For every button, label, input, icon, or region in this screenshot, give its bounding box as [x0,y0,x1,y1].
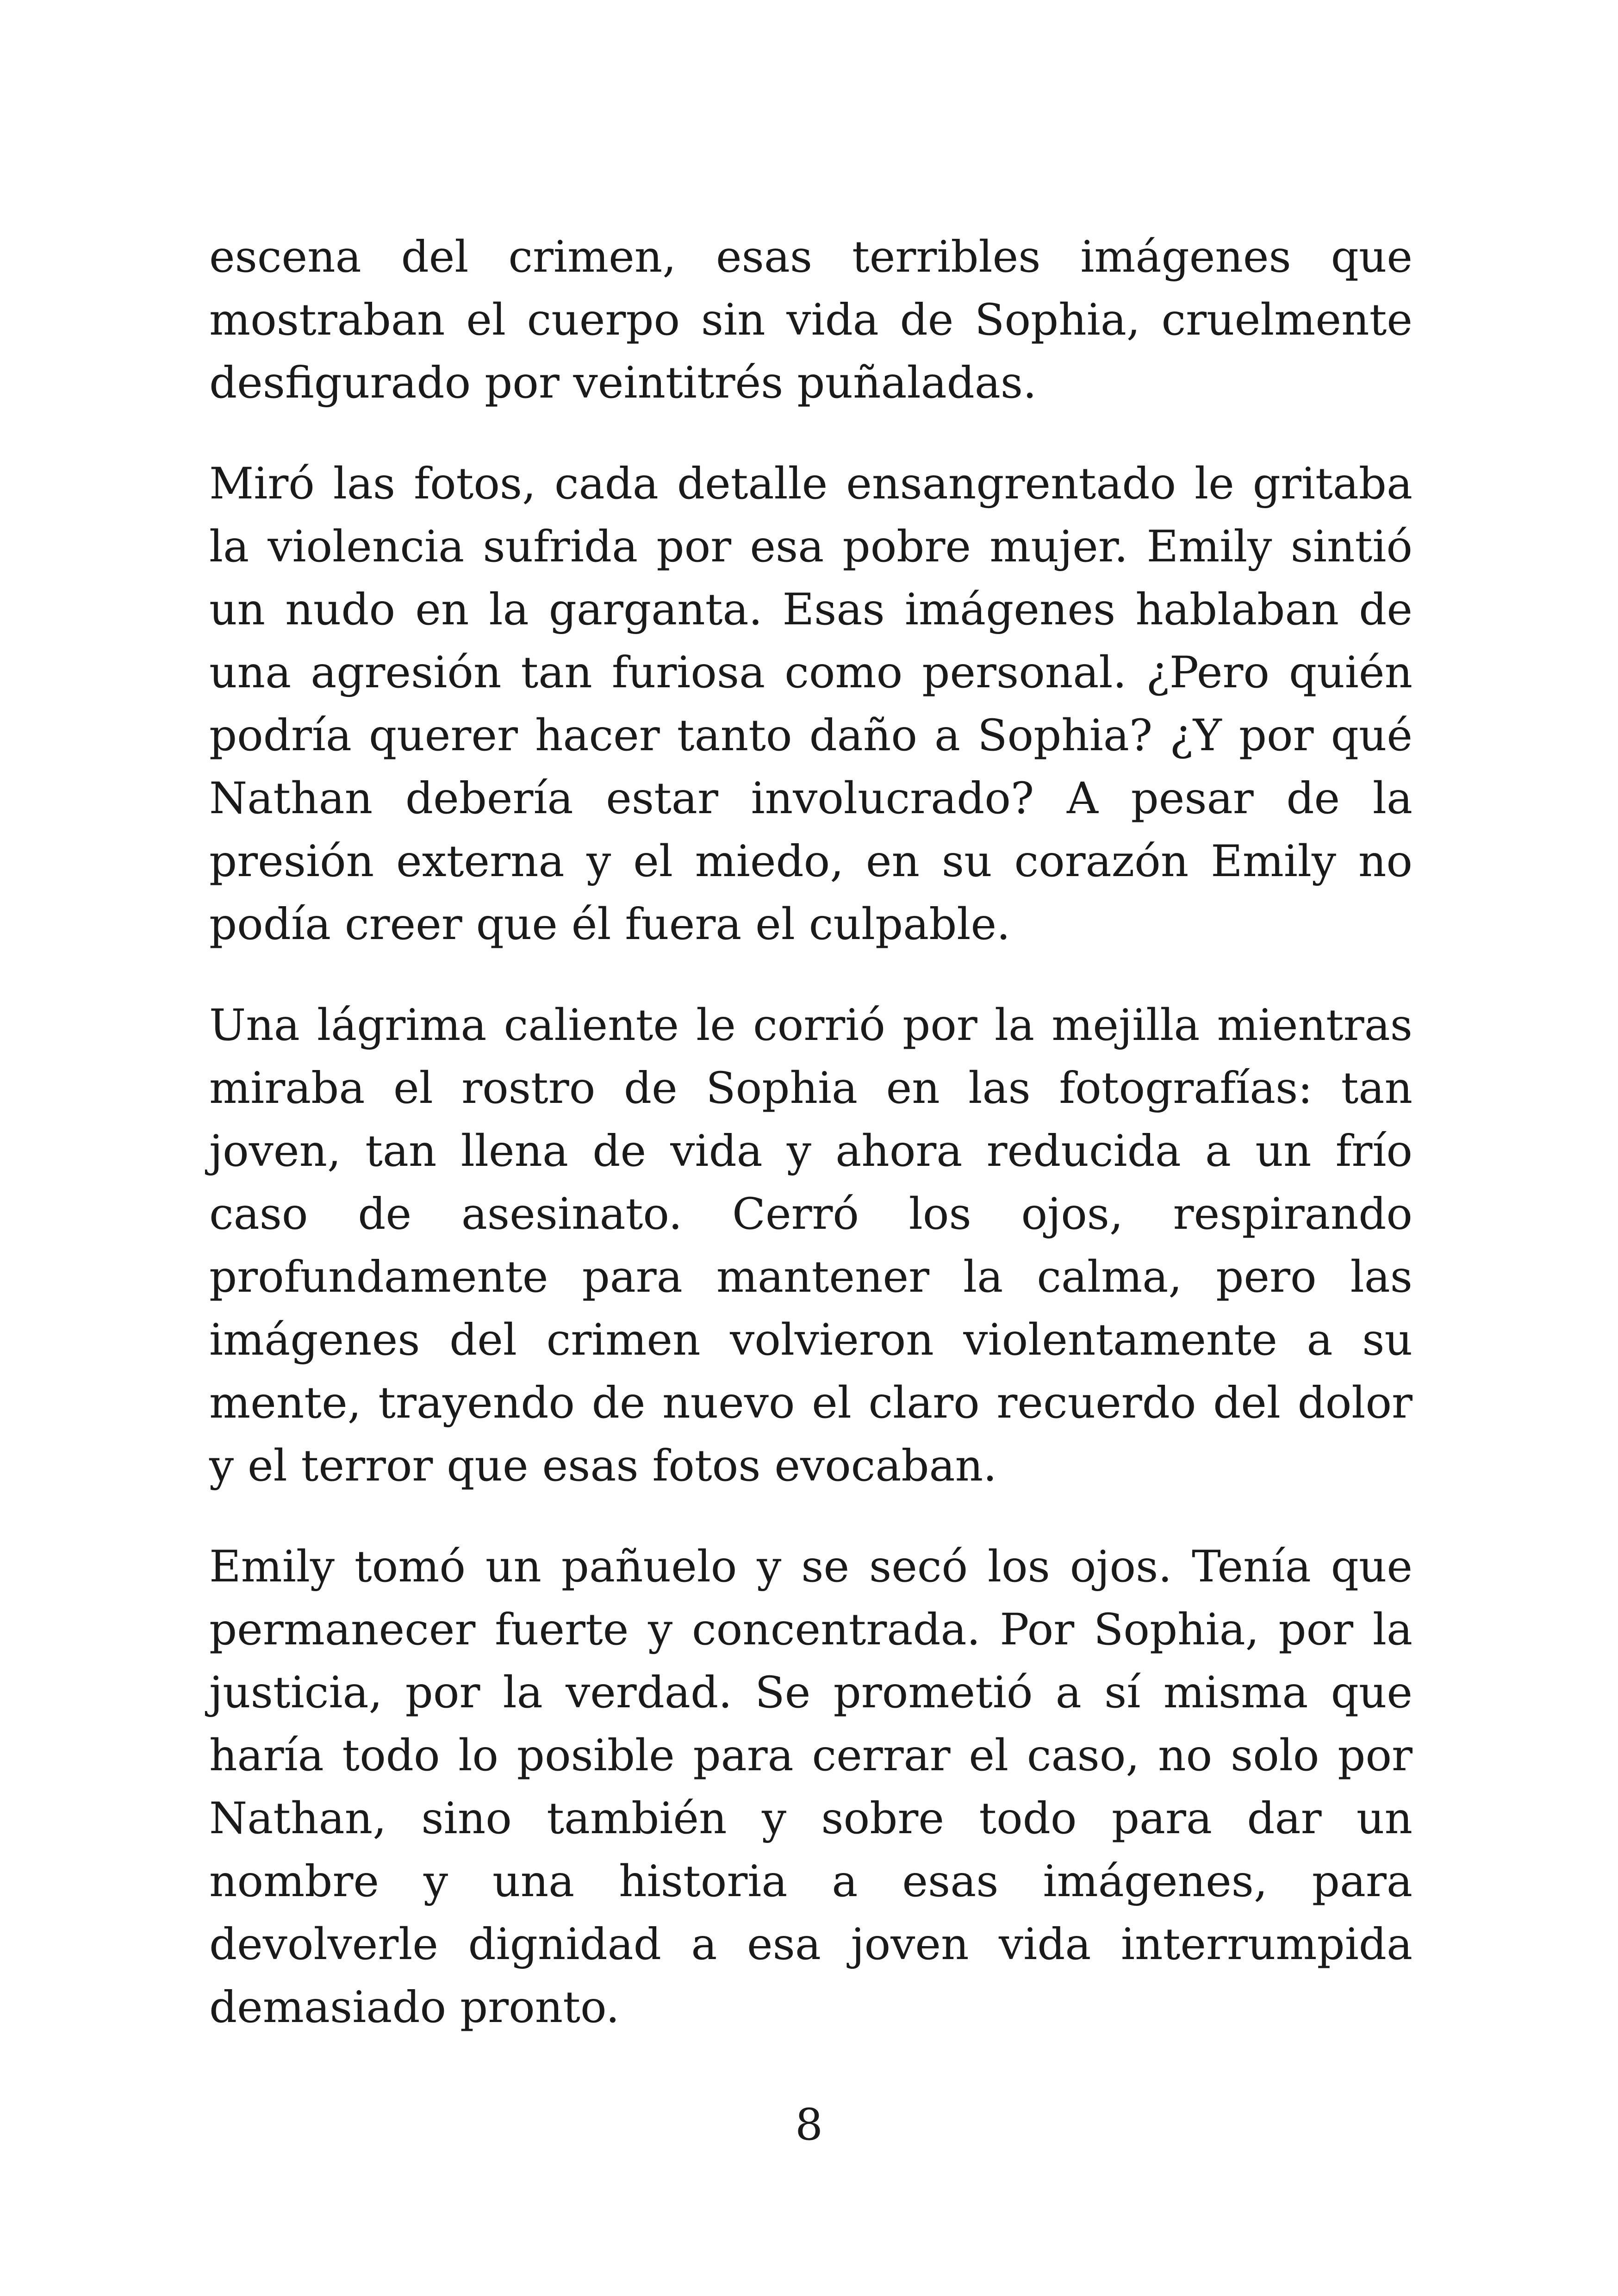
paragraph: escena del crimen, esas terribles imágenes que mostraban el cuerpo sin vida de Sophia, cruelmente desfigurado por veintitrés puñaladas. [209,232,1413,408]
page-number: 8 [795,2100,823,2150]
paragraph: Emily tomó un pañuelo y se secó los ojos. Tenía que permanecer fuerte y concentrada. Por Sophia, por la justicia, por la verdad. Se prometió a sí misma que haría todo lo posible para cerrar el caso, no solo por Nathan, sino también y sobre todo para dar un nombre y una historia a esas imágenes, para devolverle dignidad a esa joven vida interrumpida demasiado pronto. [209,1542,1413,2033]
paragraph: Una lágrima caliente le corrió por la mejilla mientras miraba el rostro de Sophia en las fotografías: tan joven, tan llena de vida y ahora reducida a un frío caso de asesinato. Cerró los ojos, respirando profundamente para mantener la calma, pero las imágenes del crimen volvieron violentamente a su mente, trayendo de nuevo el claro recuerdo del dolor y el terror que esas fotos evocaban. [209,1000,1413,1491]
paragraph: Miró las fotos, cada detalle ensangrentado le gritaba la violencia sufrida por esa pobre mujer. Emily sintió un nudo en la garganta. Esas imágenes hablaban de una agresión tan furiosa como personal. ¿Pero quién podría querer hacer tanto daño a Sophia? ¿Y por qué Nathan debería estar involucrado? A pesar de la presión externa y el miedo, en su corazón Emily no podía creer que él fuera el culpable. [209,459,1413,950]
body-text [209,226,1413,2039]
